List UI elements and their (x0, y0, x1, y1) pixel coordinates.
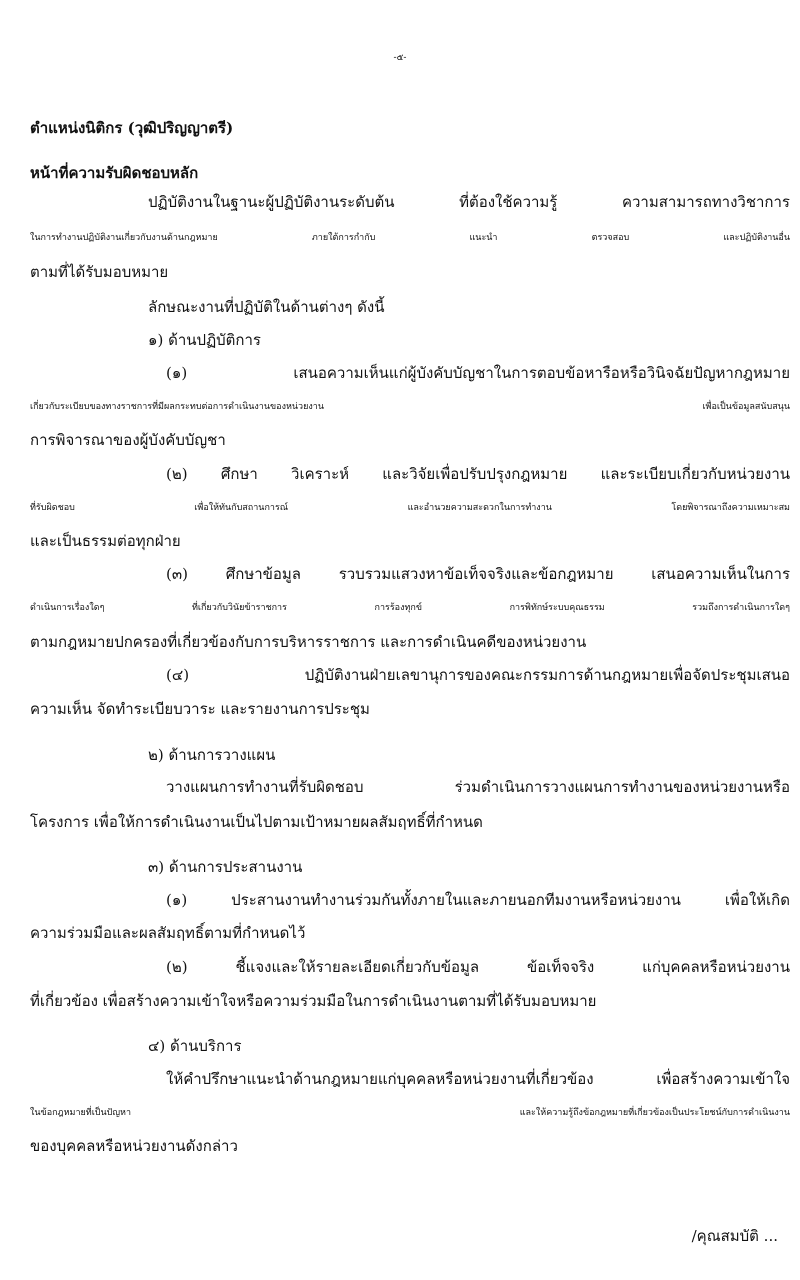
subheading-operations: ๑) ด้านปฏิบัติการ (148, 331, 261, 349)
page-title: ตำแหน่งนิติกร (วุฒิปริญญาตรี) (30, 119, 234, 137)
operations-item-3-line-3: ตามกฎหมายปกครองที่เกี่ยวข้องกับการบริหารราชการ และการดำเนินคดีของหน่วยงาน (30, 633, 587, 651)
operations-item-1-line-2: เกี่ยวกับระเบียบของทางราชการที่มีผลกระทบต่อการดำเนินงานของหน่วยงาน เพื่อเป็นข้อมูลสนับสนุน (30, 402, 790, 412)
service-line-2: ในข้อกฎหมายที่เป็นปัญหา และให้ความรู้ถึงข้อกฎหมายที่เกี่ยวข้องเป็นประโยชน์กับการดำเนินงาน (30, 1108, 790, 1118)
service-line-3: ของบุคคลหรือหน่วยงานดังกล่าว (30, 1137, 238, 1155)
operations-item-4-line-2: ความเห็น จัดทำระเบียบวาระ และรายงานการประชุม (30, 700, 370, 718)
coordination-item-1-line-2: ความร่วมมือและผลสัมฤทธิ์ตามที่กำหนดไว้ (30, 924, 306, 942)
operations-item-3-line-2: ดำเนินการเรื่องใดๆ ที่เกี่ยวกับวินัยข้าราชการ การร้องทุกข์ การพิทักษ์ระบบคุณธรรม รวมถึงการดำเนินการใดๆ (30, 603, 790, 613)
operations-item-3-line-1: (๓) ศึกษาข้อมูล รวบรวมแสวงหาข้อเท็จจริงและข้อกฎหมาย เสนอความเห็นในการ (166, 565, 790, 583)
intro-line-1: ปฏิบัติงานในฐานะผู้ปฏิบัติงานระดับต้น ที่ต้องใช้ความรู้ ความสามารถทางวิชาการ (148, 193, 790, 211)
page-number: -๕- (393, 53, 407, 63)
service-line-1: ให้คำปรึกษาแนะนำด้านกฎหมายแก่บุคคลหรือหน่วยงานที่เกี่ยวข้อง เพื่อสร้างความเข้าใจ (166, 1070, 790, 1088)
section-heading: หน้าที่ความรับผิดชอบหลัก (30, 164, 199, 182)
coordination-item-2-line-1: (๒) ชี้แจงและให้รายละเอียดเกี่ยวกับข้อมูล ข้อเท็จจริง แก่บุคคลหรือหน่วยงาน (166, 958, 790, 976)
intro-line-2: ในการทำงานปฏิบัติงานเกี่ยวกับงานด้านกฎหมาย ภายใต้การกำกับ แนะนำ ตรวจสอบ และปฏิบัติงานอื่น (30, 233, 790, 243)
subheading-planning: ๒) ด้านการวางแผน (148, 746, 276, 764)
subheading-coordination: ๓) ด้านการประสานงาน (148, 858, 303, 876)
subheading-service: ๔) ด้านบริการ (148, 1037, 242, 1055)
operations-item-2-line-1: (๒) ศึกษา วิเคราะห์ และวิจัยเพื่อปรับปรุงกฎหมาย และระเบียบเกี่ยวกับหน่วยงาน (166, 465, 790, 483)
planning-line-1: วางแผนการทำงานที่รับผิดชอบ ร่วมดำเนินการวางแผนการทำงานของหน่วยงานหรือ (166, 778, 790, 796)
coordination-item-1-line-1: (๑) ประสานงานทำงานร่วมกันทั้งภายในและภายนอกทีมงานหรือหน่วยงาน เพื่อให้เกิด (166, 891, 790, 909)
operations-item-1-line-3: การพิจารณาของผู้บังคับบัญชา (30, 431, 226, 449)
operations-item-1-line-1: (๑) เสนอความเห็นแก่ผู้บังคับบัญชาในการตอบข้อหารือหรือวินิจฉัยปัญหากฎหมาย (166, 364, 790, 382)
operations-item-4-line-1: (๔) ปฏิบัติงานฝ่ายเลขานุการของคณะกรรมการด้านกฎหมายเพื่อจัดประชุมเสนอ (166, 666, 790, 684)
coordination-item-2-line-2: ที่เกี่ยวข้อง เพื่อสร้างความเข้าใจหรือความร่วมมือในการดำเนินงานตามที่ได้รับมอบหมาย (30, 992, 597, 1010)
lead-line: ลักษณะงานที่ปฏิบัติในด้านต่างๆ ดังนี้ (148, 298, 385, 316)
operations-item-2-line-3: และเป็นธรรมต่อทุกฝ่าย (30, 532, 181, 550)
intro-line-3: ตามที่ได้รับมอบหมาย (30, 263, 169, 281)
operations-item-2-line-2: ที่รับผิดชอบ เพื่อให้ทันกับสถานการณ์ และอำนวยความสะดวกในการทำงาน โดยพิจารณาถึงความเหมาะสม (30, 503, 790, 513)
planning-line-2: โครงการ เพื่อให้การดำเนินงานเป็นไปตามเป้าหมายผลสัมฤทธิ์ที่กำหนด (30, 813, 483, 831)
footer-continuation: /คุณสมบัติ ... (691, 1227, 778, 1245)
